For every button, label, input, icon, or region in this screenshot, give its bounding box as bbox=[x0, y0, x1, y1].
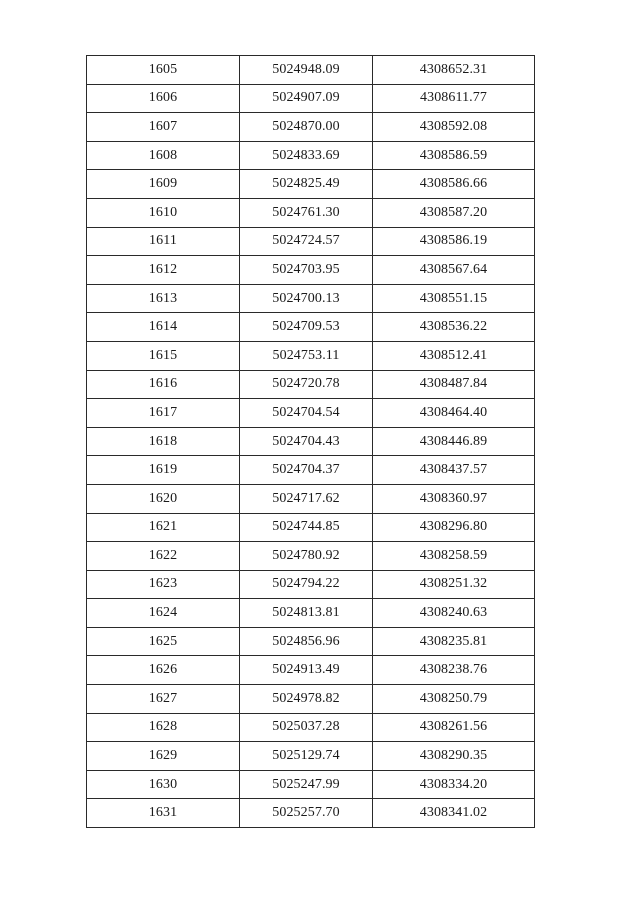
x-coordinate-cell: 5024709.53 bbox=[240, 313, 373, 342]
point-number-cell: 1629 bbox=[87, 742, 240, 771]
table-row bbox=[87, 84, 535, 113]
point-number-cell: 1620 bbox=[87, 484, 240, 513]
y-coordinate-cell: 4308567.64 bbox=[373, 256, 535, 285]
table-row bbox=[87, 284, 535, 313]
x-coordinate-cell: 5025247.99 bbox=[240, 770, 373, 799]
x-coordinate-cell: 5024704.37 bbox=[240, 456, 373, 485]
point-number-cell: 1617 bbox=[87, 399, 240, 428]
x-coordinate-cell: 5024780.92 bbox=[240, 542, 373, 571]
y-coordinate-cell: 4308464.40 bbox=[373, 399, 535, 428]
x-coordinate-cell: 5024825.49 bbox=[240, 170, 373, 199]
y-coordinate-cell: 4308551.15 bbox=[373, 284, 535, 313]
table-row bbox=[87, 399, 535, 428]
table-row bbox=[87, 656, 535, 685]
table-row bbox=[87, 799, 535, 828]
table-row bbox=[87, 770, 535, 799]
point-number-cell: 1607 bbox=[87, 113, 240, 142]
y-coordinate-cell: 4308586.59 bbox=[373, 141, 535, 170]
table-row bbox=[87, 56, 535, 85]
y-coordinate-cell: 4308296.80 bbox=[373, 513, 535, 542]
x-coordinate-cell: 5024913.49 bbox=[240, 656, 373, 685]
x-coordinate-cell: 5024753.11 bbox=[240, 341, 373, 370]
x-coordinate-cell: 5024744.85 bbox=[240, 513, 373, 542]
point-number-cell: 1626 bbox=[87, 656, 240, 685]
point-number-cell: 1621 bbox=[87, 513, 240, 542]
point-number-cell: 1610 bbox=[87, 198, 240, 227]
table-row bbox=[87, 685, 535, 714]
y-coordinate-cell: 4308512.41 bbox=[373, 341, 535, 370]
x-coordinate-cell: 5024794.22 bbox=[240, 570, 373, 599]
table-row bbox=[87, 427, 535, 456]
y-coordinate-cell: 4308587.20 bbox=[373, 198, 535, 227]
coordinate-table-body bbox=[87, 56, 535, 828]
y-coordinate-cell: 4308238.76 bbox=[373, 656, 535, 685]
x-coordinate-cell: 5024948.09 bbox=[240, 56, 373, 85]
point-number-cell: 1625 bbox=[87, 627, 240, 656]
table-row bbox=[87, 599, 535, 628]
x-coordinate-cell: 5024833.69 bbox=[240, 141, 373, 170]
y-coordinate-cell: 4308334.20 bbox=[373, 770, 535, 799]
x-coordinate-cell: 5024761.30 bbox=[240, 198, 373, 227]
point-number-cell: 1616 bbox=[87, 370, 240, 399]
y-coordinate-cell: 4308258.59 bbox=[373, 542, 535, 571]
x-coordinate-cell: 5024856.96 bbox=[240, 627, 373, 656]
x-coordinate-cell: 5024704.43 bbox=[240, 427, 373, 456]
x-coordinate-cell: 5024717.62 bbox=[240, 484, 373, 513]
point-number-cell: 1630 bbox=[87, 770, 240, 799]
y-coordinate-cell: 4308487.84 bbox=[373, 370, 535, 399]
table-row bbox=[87, 256, 535, 285]
x-coordinate-cell: 5024978.82 bbox=[240, 685, 373, 714]
table-row bbox=[87, 370, 535, 399]
y-coordinate-cell: 4308290.35 bbox=[373, 742, 535, 771]
table-row bbox=[87, 170, 535, 199]
x-coordinate-cell: 5024907.09 bbox=[240, 84, 373, 113]
point-number-cell: 1623 bbox=[87, 570, 240, 599]
y-coordinate-cell: 4308341.02 bbox=[373, 799, 535, 828]
point-number-cell: 1614 bbox=[87, 313, 240, 342]
point-number-cell: 1613 bbox=[87, 284, 240, 313]
point-number-cell: 1627 bbox=[87, 685, 240, 714]
y-coordinate-cell: 4308250.79 bbox=[373, 685, 535, 714]
y-coordinate-cell: 4308586.66 bbox=[373, 170, 535, 199]
x-coordinate-cell: 5024720.78 bbox=[240, 370, 373, 399]
y-coordinate-cell: 4308360.97 bbox=[373, 484, 535, 513]
y-coordinate-cell: 4308261.56 bbox=[373, 713, 535, 742]
point-number-cell: 1605 bbox=[87, 56, 240, 85]
table-row bbox=[87, 513, 535, 542]
y-coordinate-cell: 4308592.08 bbox=[373, 113, 535, 142]
table-row bbox=[87, 198, 535, 227]
y-coordinate-cell: 4308235.81 bbox=[373, 627, 535, 656]
point-number-cell: 1631 bbox=[87, 799, 240, 828]
x-coordinate-cell: 5024704.54 bbox=[240, 399, 373, 428]
table-row bbox=[87, 113, 535, 142]
coordinate-table bbox=[86, 55, 535, 828]
x-coordinate-cell: 5024870.00 bbox=[240, 113, 373, 142]
table-row bbox=[87, 713, 535, 742]
table-row bbox=[87, 484, 535, 513]
y-coordinate-cell: 4308240.63 bbox=[373, 599, 535, 628]
y-coordinate-cell: 4308611.77 bbox=[373, 84, 535, 113]
y-coordinate-cell: 4308536.22 bbox=[373, 313, 535, 342]
point-number-cell: 1618 bbox=[87, 427, 240, 456]
x-coordinate-cell: 5024703.95 bbox=[240, 256, 373, 285]
point-number-cell: 1611 bbox=[87, 227, 240, 256]
x-coordinate-cell: 5024700.13 bbox=[240, 284, 373, 313]
x-coordinate-cell: 5025129.74 bbox=[240, 742, 373, 771]
table-row bbox=[87, 742, 535, 771]
table-row bbox=[87, 341, 535, 370]
x-coordinate-cell: 5024813.81 bbox=[240, 599, 373, 628]
x-coordinate-cell: 5025257.70 bbox=[240, 799, 373, 828]
point-number-cell: 1609 bbox=[87, 170, 240, 199]
point-number-cell: 1622 bbox=[87, 542, 240, 571]
point-number-cell: 1615 bbox=[87, 341, 240, 370]
y-coordinate-cell: 4308586.19 bbox=[373, 227, 535, 256]
table-row bbox=[87, 627, 535, 656]
table-row bbox=[87, 227, 535, 256]
y-coordinate-cell: 4308652.31 bbox=[373, 56, 535, 85]
table-row bbox=[87, 570, 535, 599]
y-coordinate-cell: 4308437.57 bbox=[373, 456, 535, 485]
point-number-cell: 1624 bbox=[87, 599, 240, 628]
point-number-cell: 1619 bbox=[87, 456, 240, 485]
table-row bbox=[87, 313, 535, 342]
point-number-cell: 1608 bbox=[87, 141, 240, 170]
y-coordinate-cell: 4308251.32 bbox=[373, 570, 535, 599]
table-row bbox=[87, 542, 535, 571]
table-row bbox=[87, 141, 535, 170]
point-number-cell: 1628 bbox=[87, 713, 240, 742]
table-row bbox=[87, 456, 535, 485]
y-coordinate-cell: 4308446.89 bbox=[373, 427, 535, 456]
point-number-cell: 1606 bbox=[87, 84, 240, 113]
point-number-cell: 1612 bbox=[87, 256, 240, 285]
x-coordinate-cell: 5025037.28 bbox=[240, 713, 373, 742]
x-coordinate-cell: 5024724.57 bbox=[240, 227, 373, 256]
